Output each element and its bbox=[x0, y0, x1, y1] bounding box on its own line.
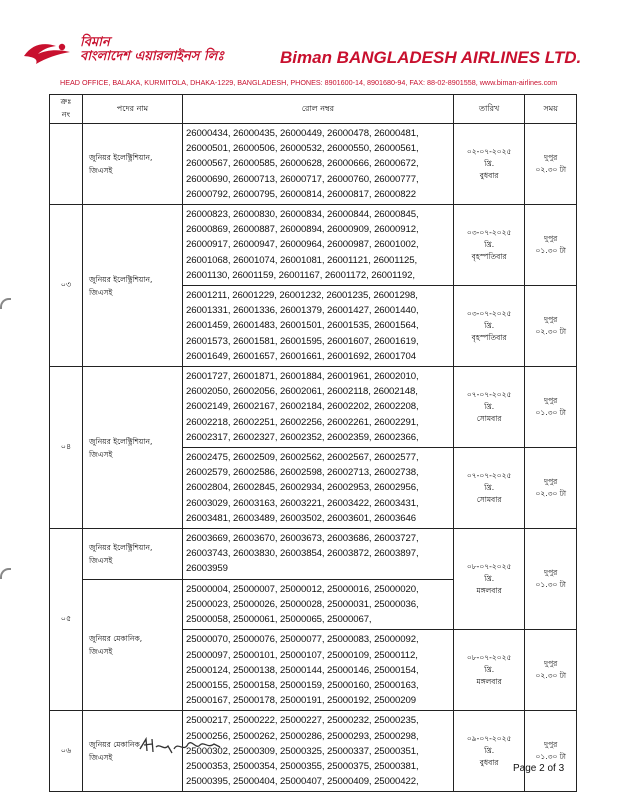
roll-cell: 26002475, 26002509, 26002562, 26002567, 26002577, 26002579, 26002586, 26002598, 26002713, 26002738, 26002804, 26002845, 26002934, 26002953, 26002956, 26003029, 26003163, 26003221, 26003422, 26003431, 26003481, 26003489, 26003502, 26003601, 26003646 bbox=[183, 448, 454, 529]
date-cell: ০৮-০৭-২০২৫ খ্রি. মঙ্গলবার bbox=[453, 529, 525, 630]
time-cell: দুপুর ০১.৩০ টা bbox=[525, 711, 577, 792]
post-cell: জুনিয়র ইলেক্ট্রিশিয়ান, জিএসই bbox=[82, 124, 182, 205]
post-cell: জুনিয়র ইলেক্ট্রিশিয়ান, জিএসই bbox=[82, 367, 182, 529]
signature-mark bbox=[138, 735, 228, 757]
roll-cell: 26003669, 26003670, 26003673, 26003686, 26003727, 26003743, 26003830, 26003854, 26003872, 26003897, 26003959 bbox=[183, 529, 454, 580]
date-cell: ০৩-০৭-২০২৫ খ্রি. বৃহস্পতিবার bbox=[453, 205, 525, 286]
roll-cell: 26000434, 26000435, 26000449, 26000478, 26000481, 26000501, 26000506, 26000532, 26000550, 26000561, 26000567, 26000585, 26000628, 26000666, 26000672, 26000690, 26000713, 26000717, 26000760, 26000777, 26000792, 26000795, 26000814, 26000817, 26000822 bbox=[183, 124, 454, 205]
post-cell: জুনিয়র মেকানিক, জিএসই bbox=[82, 711, 182, 792]
serial-cell: ০৬ bbox=[50, 711, 83, 792]
roll-cell: 26001727, 26001871, 26001884, 26001961, 26002010, 26002050, 26002056, 26002061, 26002118, 26002148, 26002149, 26002167, 26002184, 26002202, 26002208, 26002218, 26002251, 26002256, 26002261, 26002291, 26002317, 26002327, 26002352, 26002359, 26002366, bbox=[183, 367, 454, 448]
table-row bbox=[50, 711, 577, 792]
table-row bbox=[50, 205, 577, 286]
roll-cell: 25000217, 25000222, 25000227, 25000232, 25000235, 25000256, 25000262, 25000286, 25000293, 25000298, 25000302, 25000309, 25000325, 25000337, 25000351, 25000353, 25000354, 25000355, 25000375, 25000381, 25000395, 25000404, 25000407, 25000409, 25000422, bbox=[183, 711, 454, 792]
header-time: সময় bbox=[525, 95, 577, 124]
brand-name-bangla: বিমান বাংলাদেশ এয়ারলাইনস লিঃ bbox=[80, 35, 225, 64]
header-serial: ক্রঃ নং bbox=[50, 95, 83, 124]
exam-schedule-table bbox=[49, 94, 577, 792]
serial-cell bbox=[50, 124, 83, 205]
roll-cell: 26001211, 26001229, 26001232, 26001235, 26001298, 26001331, 26001336, 26001379, 26001427, 26001440, 26001459, 26001483, 26001501, 26001535, 26001564, 26001573, 26001581, 26001595, 26001607, 26001619, 26001649, 26001657, 26001661, 26001692, 26001704 bbox=[183, 286, 454, 367]
letterhead bbox=[22, 34, 582, 92]
time-cell: দুপুর ০১.৩০ টা bbox=[525, 205, 577, 286]
header-date: তারিখ bbox=[453, 95, 525, 124]
serial-cell: ০৪ bbox=[50, 367, 83, 529]
date-cell: ০৩-০৭-২০২৫ খ্রি. বৃহস্পতিবার bbox=[453, 286, 525, 367]
post-cell: জুনিয়র ইলেক্ট্রিশিয়ান, জিএসই bbox=[82, 205, 182, 367]
date-cell: ০৯-০৭-২০২৫ খ্রি. বুধবার bbox=[453, 711, 525, 792]
time-cell: দুপুর ০১.৩০ টা bbox=[525, 367, 577, 448]
punch-hole-mark bbox=[0, 568, 11, 579]
date-cell: ০৮-০৭-২০২৫ খ্রি. মঙ্গলবার bbox=[453, 630, 525, 711]
table-row bbox=[50, 367, 577, 448]
brand-name-english: Biman BANGLADESH AIRLINES LTD. bbox=[280, 48, 582, 67]
serial-cell: ০৩ bbox=[50, 205, 83, 367]
roll-cell: 25000070, 25000076, 25000077, 25000083, 25000092, 25000097, 25000101, 25000107, 25000109, 25000112, 25000124, 25000138, 25000144, 25000146, 25000154, 25000155, 25000158, 25000159, 25000160, 25000163, 25000167, 25000178, 25000191, 25000192, 25000209 bbox=[183, 630, 454, 711]
date-cell: ০৭-০৭-২০২৫ খ্রি. সোমবার bbox=[453, 367, 525, 448]
serial-cell: ০৫ bbox=[50, 529, 83, 711]
roll-cell: 26000823, 26000830, 26000834, 26000844, 26000845, 26000869, 26000887, 26000894, 26000909, 26000912, 26000917, 26000947, 26000964, 26000987, 26001002, 26001068, 26001074, 26001081, 26001121, 26001125, 26001130, 26001159, 26001167, 26001172, 26001192, bbox=[183, 205, 454, 286]
roll-cell: 25000004, 25000007, 25000012, 25000016, 25000020, 25000023, 25000026, 25000028, 25000031, 25000036, 25000058, 25000061, 25000065, 25000067, bbox=[183, 579, 454, 630]
time-cell: দুপুর ০২.৩০ টা bbox=[525, 448, 577, 529]
time-cell: দুপুর ০১.৩০ টা bbox=[525, 529, 577, 630]
page-number: Page 2 of 3 bbox=[513, 763, 565, 774]
time-cell: দুপুর ০২.৩০ টা bbox=[525, 630, 577, 711]
header-post: পদের নাম bbox=[82, 95, 182, 124]
table-row bbox=[50, 529, 577, 580]
punch-hole-mark bbox=[0, 298, 11, 309]
post-cell: জুনিয়র ইলেক্ট্রিশিয়ান, জিএসই bbox=[82, 529, 182, 580]
header-roll: রোল নম্বর bbox=[183, 95, 454, 124]
biman-logo-icon bbox=[22, 38, 72, 66]
date-cell: ০৭-০৭-২০২৫ খ্রি. সোমবার bbox=[453, 448, 525, 529]
table-row bbox=[50, 124, 577, 205]
time-cell: দুপুর ০২.৩০ টা bbox=[525, 124, 577, 205]
date-cell: ০২-০৭-২০২৫ খ্রি. বুধবার bbox=[453, 124, 525, 205]
post-cell: জুনিয়র মেকানিক, জিএসই bbox=[82, 579, 182, 711]
table-header-row bbox=[50, 95, 577, 124]
time-cell: দুপুর ০২.৩০ টা bbox=[525, 286, 577, 367]
head-office-address: HEAD OFFICE, BALAKA, KURMITOLA, DHAKA-1229, BANGLADESH, PHONES: 8901600-14, 8901680-94, FAX: 88-02-8901558, www.biman-airlines.com bbox=[60, 78, 558, 87]
